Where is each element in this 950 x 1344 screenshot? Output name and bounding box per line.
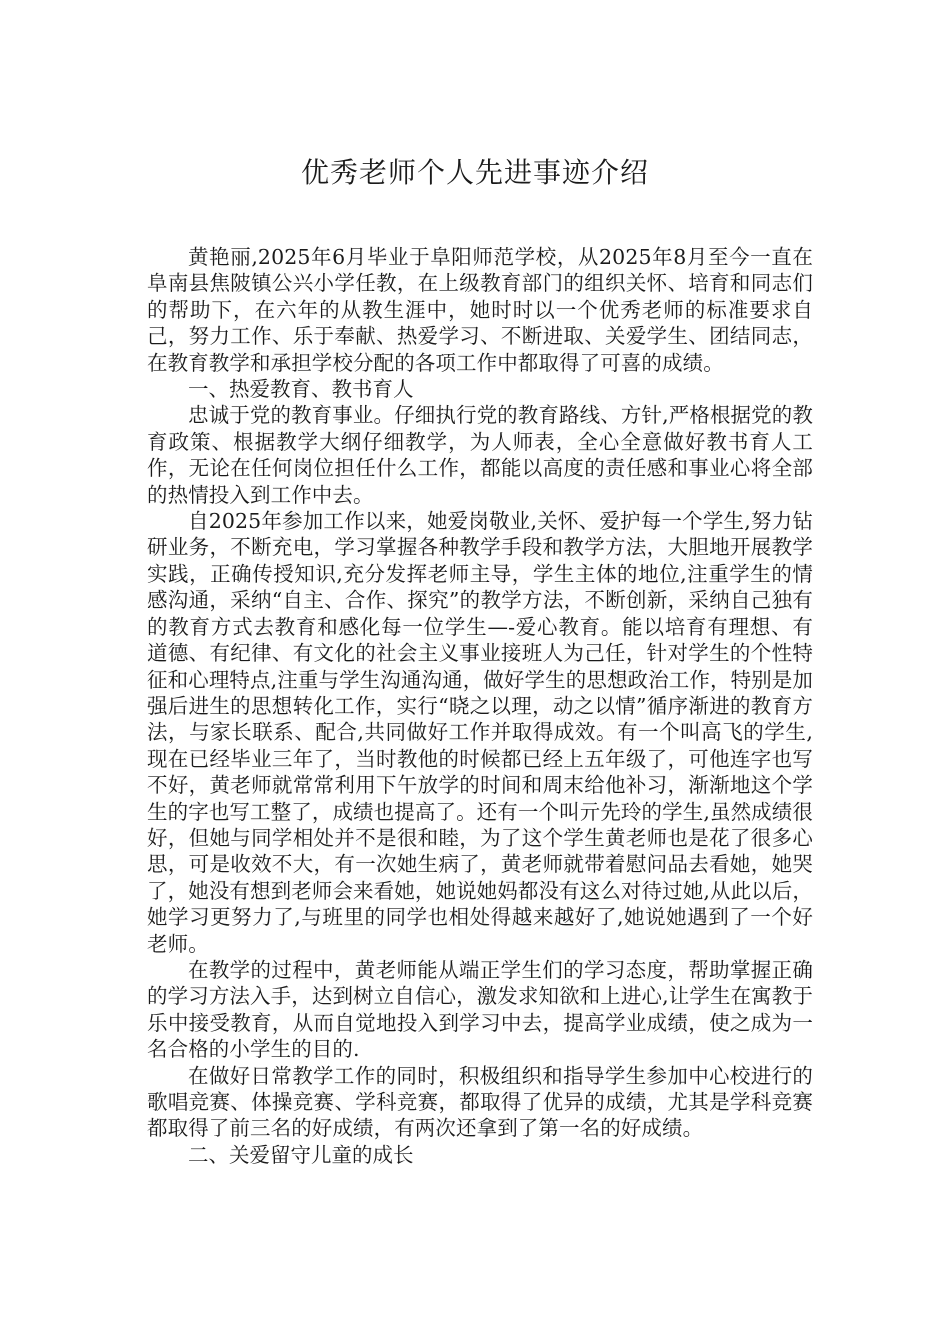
section-heading-2: 二、关爱留守儿童的成长 (188, 1142, 414, 1167)
document-body (147, 244, 813, 1168)
section-heading-1: 一、热爱教育、教书育人 (188, 377, 414, 402)
intro-paragraph: 黄艳丽,2025年6月毕业于阜阳师范学校，从2025年8月至今一直在阜南县焦陂镇公兴小学任教，在上级教育部门的组织关怀、培育和同志们的帮助下，在六年的从教生涯中，她时时以一个优秀老师的标准要求自己，努力工作、乐于奉献、热爱学习、不断进取、关爱学生、团结同志，在教育教学和承担学校分配的各项工作中都取得了可喜的成绩。 (147, 245, 813, 375)
body-paragraph: 自2025年参加工作以来，她爱岗敬业,关怀、爱护每一个学生,努力钻研业务，不断充电，学习掌握各种教学手段和教学方法，大胆地开展教学实践，正确传授知识,充分发挥老师主导，学生主体的地位,注重学生的情感沟通，采纳“自主、合作、探究”的教学方法，不断创新，采纳自己独有的教育方式去教育和感化每一位学生—-爱心教育。能以培育有理想、有道德、有纪律、有文化的社会主义事业接班人为己任，针对学生的个性特征和心理特点,注重与学生沟通沟通，做好学生的思想政治工作，特别是加强后进生的思想转化工作，实行“晓之以理，动之以情”循序渐进的教育方法，与家长联系、配合,共同做好工作并取得成效。有一个叫高飞的学生,现在已经毕业三年了，当时教他的时候都已经上五年级了，可他连字也写不好，黄老师就常常利用下午放学的时间和周末给他补习，渐渐地这个学生的字也写工整了，成绩也提高了。还有一个叫亓先玲的学生,虽然成绩很好，但她与同学相处并不是很和睦，为了这个学生黄老师也是花了很多心思，可是收效不大，有一次她生病了，黄老师就带着慰问品去看她，她哭了，她没有想到老师会来看她，她说她妈都没有这么对待过她,从此以后，她学习更努力了,与班里的同学也相处得越来越好了,她说她遇到了一个好老师。 (147, 509, 813, 956)
document-title: 优秀老师个人先进事迹介绍 (300, 156, 649, 189)
body-paragraph: 在做好日常教学工作的同时，积极组织和指导学生参加中心校进行的歌唱竞赛、体操竞赛、学科竞赛，都取得了优异的成绩，尤其是学科竞赛都取得了前三名的好成绩，有两次还拿到了第一名的好成绩。 (147, 1063, 813, 1141)
body-paragraph: 在教学的过程中，黄老师能从端正学生们的学习态度，帮助掌握正确的学习方法入手，达到树立自信心，激发求知欲和上进心,让学生在寓教于乐中接受教育，从而自觉地投入到学习中去，提高学业成绩，使之成为一名合格的小学生的目的. (147, 957, 813, 1062)
body-paragraph: 忠诚于党的教育事业。仔细执行党的教育路线、方针,严格根据党的教育政策、根据教学大纲仔细教学，为人师表，全心全意做好教书育人工作，无论在任何岗位担任什么工作，都能以高度的责任感和事业心将全部的热情投入到工作中去。 (147, 403, 813, 507)
